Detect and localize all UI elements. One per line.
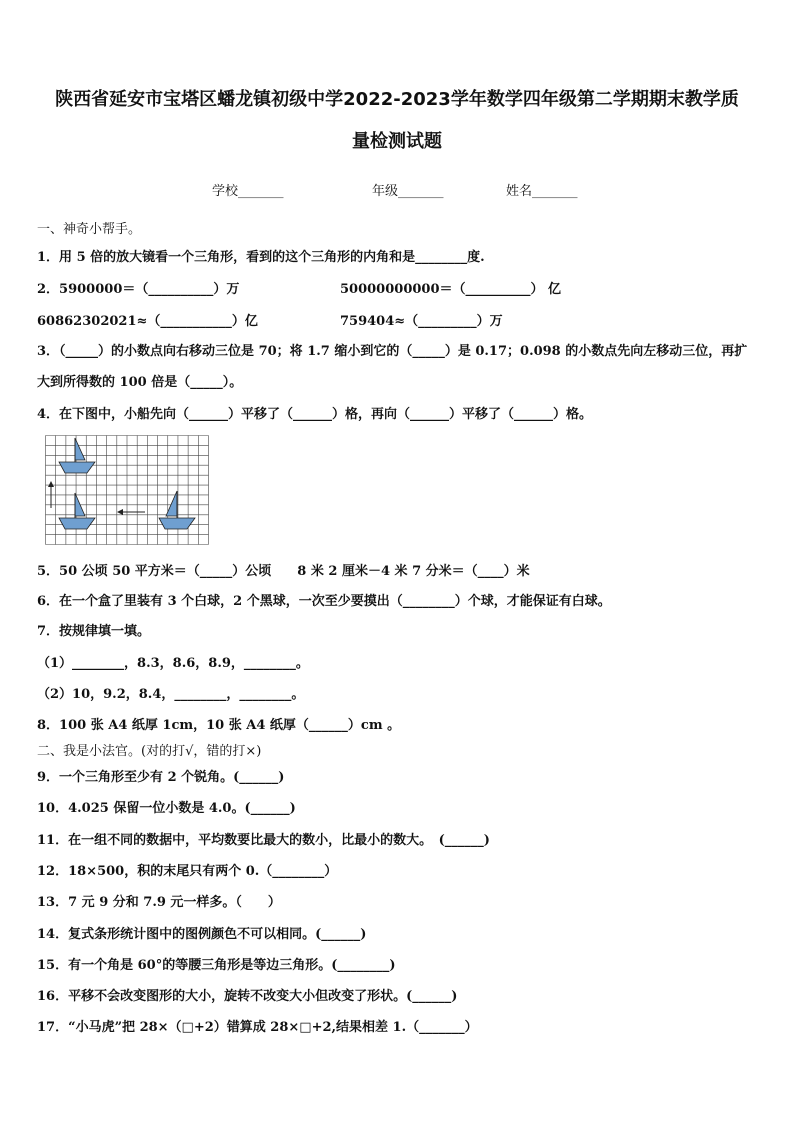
question-2b: 50000000000＝（__________） 亿	[340, 282, 562, 297]
question-1: 1．用 5 倍的放大镜看一个三角形，看到的这个三角形的内角和是________度.	[37, 250, 485, 265]
question-9: 9．一个三角形至少有 2 个锐角。(______)	[37, 770, 285, 785]
grade-field: 年级_______	[372, 184, 444, 199]
page-title-line1: 陕西省延安市宝塔区蟠龙镇初级中学2022-2023学年数学四年级第二学期期末教学质	[55, 89, 739, 110]
question-7-part1: （1）________，8.3，8.6，8.9，________。	[37, 656, 309, 671]
section1-heading: 一、神奇小帮手。	[37, 222, 142, 237]
question-3-line2: 大到所得数的 100 倍是（_____）。	[37, 375, 243, 390]
question-13: 13．7 元 9 分和 7.9 元一样多。（ ）	[37, 895, 281, 910]
question-4: 4．在下图中，小船先向（______）平移了（______）格，再向（______）平移了（______）格。	[37, 407, 593, 422]
school-field: 学校_______	[212, 184, 284, 199]
question-7: 7．按规律填一填。	[37, 624, 151, 639]
question-10: 10．4.025 保留一位小数是 4.0。(______)	[37, 801, 296, 816]
question-3-line1: 3．（_____）的小数点向右移动三位是 70；将 1.7 缩小到它的（_____）是 0.17；0.098 的小数点先向左移动三位，再扩	[37, 344, 748, 359]
question-11: 11．在一组不同的数据中，平均数要比最大的数小，比最小的数大。 (______)	[37, 833, 490, 848]
question-6: 6．在一个盒了里装有 3 个白球，2 个黑球，一次至少要摸出（________）个球，才能保证有白球。	[37, 594, 611, 609]
boat-translation-figure	[45, 435, 209, 545]
boat-after-down	[59, 493, 95, 529]
left-arrow-icon	[117, 509, 145, 515]
question-7-part2: （2）10，9.2，8.4，________，________。	[37, 687, 305, 702]
question-16: 16．平移不会改变图形的大小，旋转不改变大小但改变了形状。(______)	[37, 989, 458, 1004]
question-15: 15．有一个角是 60°的等腰三角形是等边三角形。(________)	[37, 958, 396, 973]
question-8: 8．100 张 A4 纸厚 1cm，10 张 A4 纸厚（______）cm 。	[37, 718, 401, 733]
question-14: 14．复式条形统计图中的图例颜色不可以相同。(______)	[37, 927, 367, 942]
question-12: 12．18×500，积的末尾只有两个 0.（________）	[37, 864, 338, 879]
boat-after-right	[159, 491, 195, 529]
question-2a: 2．5900000＝（__________）万	[37, 282, 240, 297]
page-title-line2: 量检测试题	[352, 131, 442, 152]
grid-figure	[45, 435, 209, 545]
name-field: 姓名_______	[506, 184, 578, 199]
section2-heading: 二、我是小法官。(对的打√，错的打×)	[37, 744, 262, 759]
question-2c: 60862302021≈（___________）亿	[37, 314, 258, 329]
question-17: 17．“小马虎”把 28×（□+2）错算成 28×□+2,结果相差 1.（_______）	[37, 1020, 478, 1035]
question-5: 5．50 公顷 50 平方米＝（_____）公顷 8 米 2 厘米－4 米 7 分米＝（____）米	[37, 564, 530, 579]
question-2d: 759404≈（_________）万	[340, 314, 503, 329]
